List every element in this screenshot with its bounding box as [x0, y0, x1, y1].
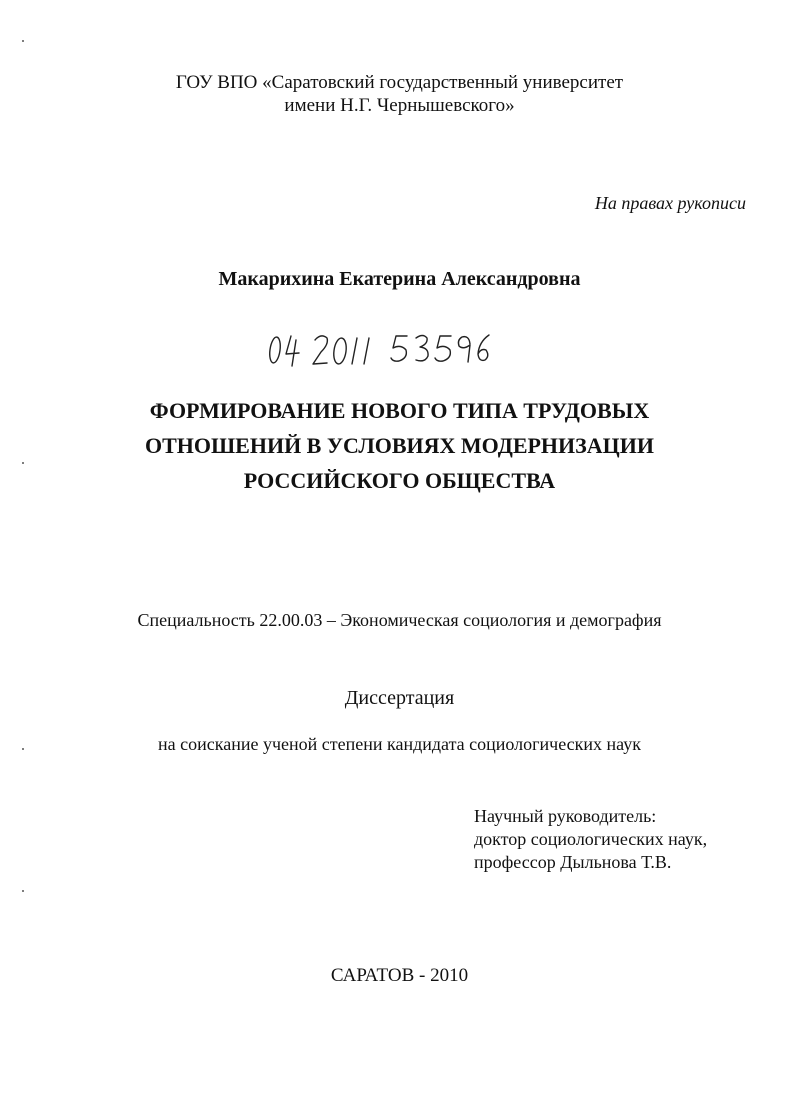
- supervisor-name: профессор Дыльнова Т.В.: [474, 852, 672, 872]
- author-name: Макарихина Екатерина Александровна: [218, 268, 581, 290]
- title-line-3: РОССИЙСКОГО ОБЩЕСТВА: [243, 468, 556, 493]
- handwritten-registration-number: [265, 326, 495, 370]
- supervisor-label: Научный руководитель:: [474, 806, 657, 826]
- degree-purpose: на соискание ученой степени кандидата социологических наук: [158, 734, 641, 754]
- scan-speck: [22, 890, 24, 892]
- institution-line-2: имени Н.Г. Чернышевского»: [284, 95, 515, 116]
- city-year: САРАТОВ - 2010: [330, 965, 469, 986]
- title-line-1: ФОРМИРОВАНИЕ НОВОГО ТИПА ТРУДОВЫХ: [149, 398, 650, 423]
- supervisor-degree: доктор социологических наук,: [474, 829, 708, 849]
- manuscript-rights: На правах рукописи: [594, 193, 746, 213]
- specialty: Специальность 22.00.03 – Экономическая социология и демография: [137, 610, 662, 630]
- document-type: Диссертация: [344, 687, 455, 709]
- scan-speck: [22, 40, 24, 42]
- title-line-2: ОТНОШЕНИЙ В УСЛОВИЯХ МОДЕРНИЗАЦИИ: [145, 433, 654, 458]
- institution-line-1: ГОУ ВПО «Саратовский государственный университет: [175, 72, 624, 93]
